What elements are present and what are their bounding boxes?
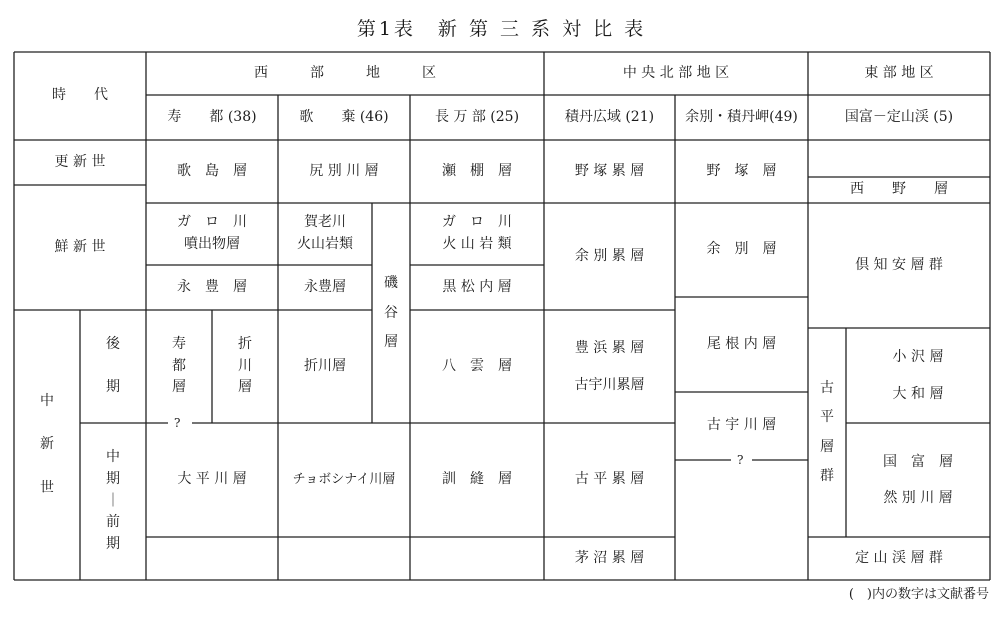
utasute-header: 歌 棄 (46) <box>299 108 389 125</box>
osyamambe-formation-1: 瀬 棚 層 <box>442 162 512 179</box>
kotobuki-uncertain-mark: ? <box>174 416 181 430</box>
kotobuki-formation-2: ガ ロ 川 噴出物層 <box>177 214 247 252</box>
isoya-formation: 磯 谷 層 <box>384 275 398 351</box>
era-late-miocene: 後 期 <box>106 335 120 396</box>
osyamambe-formation-4: 八 雲 層 <box>442 357 512 374</box>
era-pleistocene: 更 新 世 <box>54 153 106 170</box>
yobetsu-uncertain-mark: ? <box>737 453 744 467</box>
yobetsu-formation-3: 尾 根 内 層 <box>706 335 777 352</box>
kotobuki-formation-4b: 折 川 層 <box>238 335 252 396</box>
osyamambe-formation-3: 黒 松 内 層 <box>442 278 512 295</box>
yobetsu-formation-2: 余 別 層 <box>706 241 777 258</box>
era-header: 時 代 <box>52 87 108 104</box>
kunitomi-jozankei-header: 国富－定山渓 (5) <box>844 108 954 125</box>
kotobuki-formation-1: 歌 島 層 <box>177 162 247 179</box>
footnote: ( )内の数字は文献番号 <box>848 587 989 602</box>
utasute-formation-5: チョボシナイ川層 <box>292 471 396 487</box>
utasute-formation-2: 賀老川 火山岩類 <box>297 214 353 252</box>
shakotan-group-1: 野 塚 累 層 <box>574 162 645 179</box>
utasute-formation-4: 折川層 <box>304 357 346 374</box>
shakotan-area-header: 積丹広域 (21) <box>564 108 655 125</box>
utasute-formation-3: 永豊層 <box>304 278 346 295</box>
shakotan-group-4: 古 平 累 層 <box>574 471 645 488</box>
north-central-region-header: 中 央 北 部 地 区 <box>622 64 730 81</box>
yobetsu-misaki-header: 余別・積丹岬(49) <box>685 108 798 125</box>
osyamambe-header: 長 万 部 (25) <box>434 108 520 125</box>
jozankei-group: 定 山 渓 層 群 <box>855 549 943 566</box>
shakotan-group-2: 余 別 累 層 <box>574 247 645 264</box>
yobetsu-formation-4: 古 宇 川 層 <box>706 417 777 434</box>
table-title: 第1表 新 第 三 系 対 比 表 <box>356 18 647 40</box>
utasute-formation-1: 尻 別 川 層 <box>309 162 379 179</box>
east-region-header: 東 部 地 区 <box>864 64 934 81</box>
era-pliocene: 鮮 新 世 <box>54 238 106 255</box>
osyamambe-formation-5: 訓 縫 層 <box>442 471 512 488</box>
west-region-header: 西 部 地 区 <box>254 64 436 81</box>
furubira-group: 古 平 層 群 <box>820 380 834 485</box>
yobetsu-formation-1: 野 塚 層 <box>706 162 777 179</box>
nishino-formation: 西 野 層 <box>850 181 948 198</box>
east-formation-1: 小 沢 層 大 和 層 <box>892 349 944 402</box>
kotobuki-formation-3: 永 豊 層 <box>177 278 247 295</box>
east-formation-2: 国 富 層 然 別 川 層 <box>883 453 953 507</box>
kotobuki-header: 寿 都 (38) <box>167 108 257 125</box>
kotobuki-formation-5: 大 平 川 層 <box>177 471 247 488</box>
osyamambe-formation-2: ガ ロ 川 火 山 岩 類 <box>442 214 512 252</box>
era-middle-early-miocene: 中 期 ｜ 前 期 <box>106 449 120 553</box>
era-miocene: 中 新 世 <box>40 392 54 496</box>
shakotan-group-5: 茅 沼 累 層 <box>574 549 645 566</box>
shakotan-group-3: 豊 浜 累 層 古宇川累層 <box>574 340 645 393</box>
kutchan-group: 倶 知 安 層 群 <box>855 256 943 273</box>
kotobuki-formation-4a: 寿 都 層 <box>172 335 186 396</box>
